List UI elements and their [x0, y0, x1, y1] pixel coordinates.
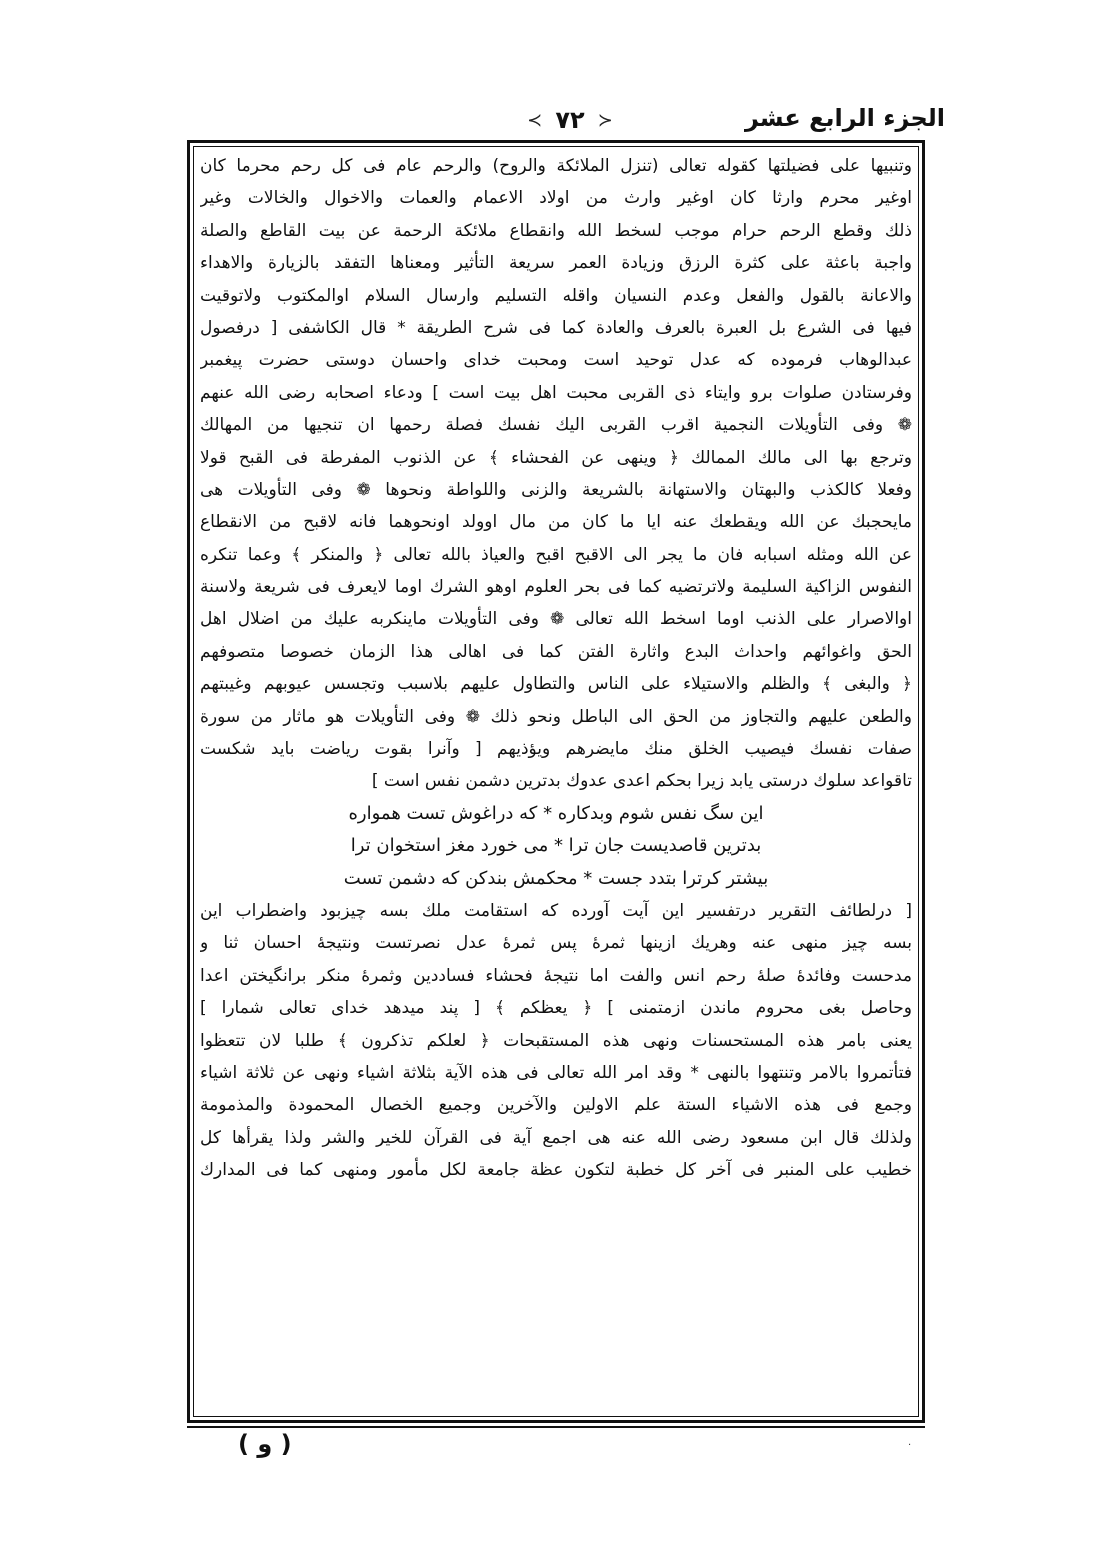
text-line: تاقواعد سلوك درستى يابد زيرا بحكم اعدى عدوك بدترين دشمن نفس است ]	[371, 771, 912, 792]
text-line: [ درلطائف التقرير درتفسير اين آيت آورده كه استقامت ملك بسه چيزبود واضطراب اين	[200, 900, 912, 921]
text-line: الحق واغوائهم واحداث البدع واثارة الفتن كما فى اهالى هذا الزمان خصوصا متصوفهم	[200, 641, 912, 662]
text-line: والطعن عليهم والتجاوز من الحق الى الباطل ونحو ذلك ❁ وفى التأويلات هو ماثار من سورة	[200, 706, 912, 727]
text-line: النفوس الزاكية السليمة ولاترتضيه كما فى بحر العلوم اوهو الشرك اوما لايعرف فى شريعة ولاسنة	[200, 577, 912, 598]
verse-line: بدترين قاصديست جان ترا * مى خورد مغز استخوان ترا	[350, 835, 762, 857]
page-number-block	[495, 106, 645, 134]
bottom-rule	[187, 1426, 925, 1428]
text-line: والاعانة بالقول والفعل وعدم النسيان واقله التسليم وارسال السلام اوالمكتوب ولاتوقيت	[200, 285, 912, 306]
text-line: صفات نفسك فيصيب الخلق منك مايضرهم ويؤذيهم [ وآنرا بقوت رياضت بايد شكست	[200, 739, 912, 760]
text-line: يعنى بامر هذه المستحسنات ونهى هذه المستقبحات ﴿ لعلكم تذكرون ﴾ طلبا لان تتعظوا	[200, 1030, 912, 1051]
text-line: وحاصل بغى محروم ماندن ازمتمنى ] ﴿ يعظكم ﴾ [ پند ميدهد خداى تعالى شمارا ]	[200, 998, 912, 1019]
juz-label: الجزء الرابع عشر	[745, 104, 945, 132]
text-line: مدحست وفائدهٔ صلهٔ رحم انس والفت اما نتيجهٔ فحشاء فساددين وثمرهٔ منكر برانگيختن اعدا	[200, 965, 912, 986]
text-line: وفرستادن صلوات برو وايتاء ذى القربى محبت اهل بيت است ] ودعاء اصحابه رضى الله عنهم	[200, 382, 912, 403]
text-line: فيها فى الشرع بل العبرة بالعرف والعادة كما فى شرح الطريقة * قال الكاشفى [ درفصول	[200, 317, 912, 338]
text-line: وترجع بها الى مالك الممالك ﴿ وينهى عن الفحشاء ﴾ عن الذنوب المفرطة فى القبح قولا	[200, 447, 912, 468]
text-line: اوغير محرم وارثا كان اوغير وارث من اولاد الاعمام والعمات والاخوال والخالات وغير	[200, 188, 912, 209]
text-line: بسه چيز منهى عنه وهريك ازينها ثمرهٔ پس ثمرهٔ عدل نصرتست ونتيجهٔ احسان ثنا و	[200, 933, 912, 954]
text-line: عبدالوهاب فرموده كه عدل توحيد است ومحبت خداى واحسان دوستى حضرت پيغمبر	[200, 350, 912, 371]
text-line: واجبة باعثة على كثرة الرزق وزيادة العمر سريعة التأثير ومعناها التفقد بالزيارة والاهداء	[200, 253, 912, 274]
text-line: ولذلك قال ابن مسعود رضى الله عنه هى اجمع آية فى القرآن للخير والشر ولذا يقرأها كل	[200, 1127, 912, 1148]
text-line: مايحجبك عن الله ويقطعك عنه ايا ما كان من مال اوولد اونحوهما فانه لاقبح من الانقطاع	[200, 512, 912, 533]
text-line: ❁ وفى التأويلات النجمية اقرب القربى اليك نفسك فصلة رحمها ان تنجيها من المهالك	[200, 415, 912, 436]
text-line: فتأتمروا بالامر وتنتهوا بالنهى * وقد امر الله تعالى فى هذه الآية بثلاثة اشياء ونهى عن ثلاثة اشياء	[200, 1062, 912, 1083]
speck-mark: ·	[908, 1440, 912, 1451]
page-number: ٧٢	[555, 106, 585, 134]
verse-line: اين سگ نفس شوم وبدكاره * كه دراغوش تست همواره	[348, 802, 764, 824]
text-line: وتنبيها على فضيلتها كقوله تعالى (تنزل الملائكة والروح) والرحم عام فى كل رحم محرما كان	[200, 156, 912, 176]
verse-line: بيشتر كرترا بتدد جست * محكمش بندكن كه دشمن تست	[343, 867, 769, 889]
page-header	[185, 104, 945, 140]
text-line: خطيب على المنبر فى آخر كل خطبة لتكون عظة جامعة لكل مأمور ومنهى كما فى المدارك	[200, 1160, 912, 1181]
text-line: وجمع فى هذه الاشياء الستة علم الاولين والآخرين وجميع الخصال المحمودة والمذمومة	[200, 1095, 912, 1116]
signature-mark: ( و )	[238, 1430, 292, 1458]
left-ornament-icon: ≺	[527, 109, 543, 131]
text-line: اوالاصرار على الذنب اوما اسخط الله تعالى ❁ وفى التأويلات ماينكربه عليك من اضلال اهل	[200, 609, 912, 630]
text-line: وفعلا كالكذب والبهتان والاستهانة بالشريعة والزنى واللواطة ونحوها ❁ وفى التأويلات هى	[200, 479, 912, 500]
text-line: ذلك وقطع الرحم حرام موجب لسخط الله وانقطاع ملائكة الرحمة عن بيت القاطع والصلة	[200, 220, 912, 241]
main-text	[200, 150, 912, 1414]
right-ornament-icon: ≻	[597, 109, 613, 131]
text-line: ﴿ والبغى ﴾ والظلم والاستيلاء على الناس والتطاول عليهم بلاسبب وتجسس عيوبهم وغيبتهم	[200, 674, 912, 695]
text-line: عن الله ومثله اسبابه فان ما يجر الى الاقبح اقبح والعياذ بالله تعالى ﴿ والمنكر ﴾ وعما تنكره	[200, 544, 912, 565]
